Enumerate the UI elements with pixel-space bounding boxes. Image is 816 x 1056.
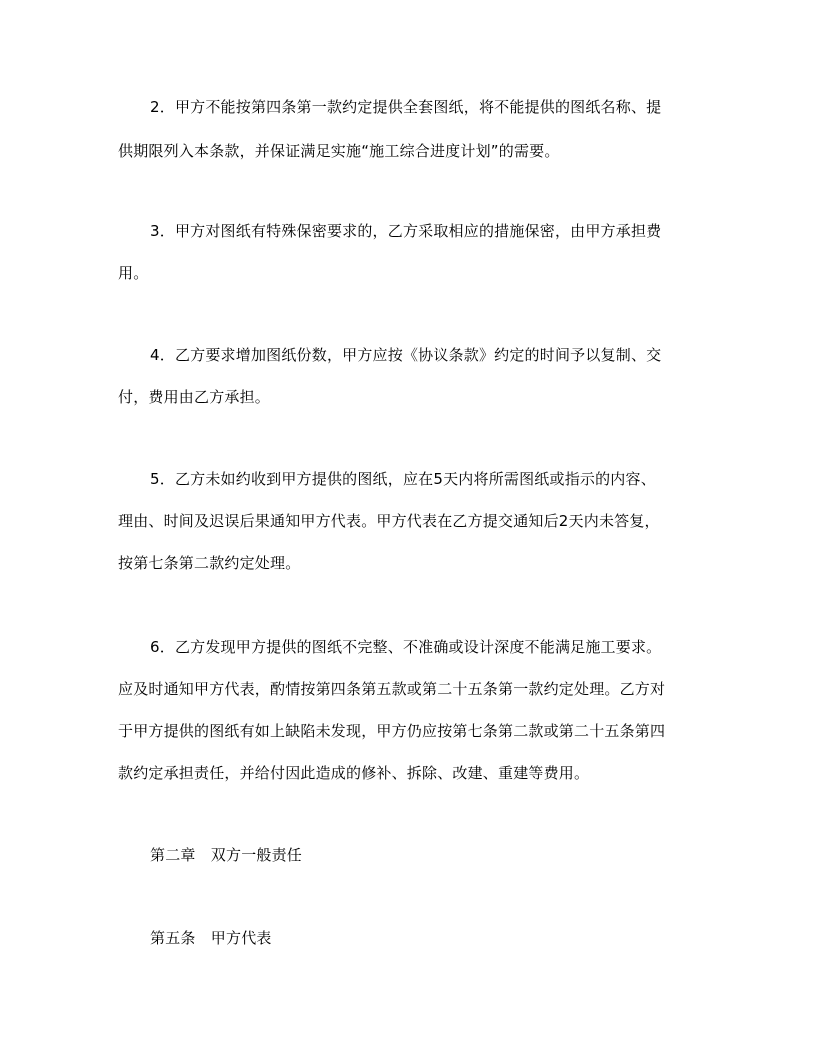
paragraph-6-line-2: 应及时通知甲方代表，酌情按第四条第五款或第二十五条第一款约定处理。乙方对 <box>118 680 666 698</box>
paragraph-2-line-1: 2．甲方不能按第四条第一款约定提供全套图纸，将不能提供的图纸名称、提 <box>150 98 662 116</box>
paragraph-2-line-2: 供期限列入本条款，并保证满足实施“施工综合进度计划”的需要。 <box>118 142 560 160</box>
paragraph-4-line-1: 4．乙方要求增加图纸份数，甲方应按《协议条款》约定的时间予以复制、交 <box>150 346 662 364</box>
paragraph-3-line-2: 用。 <box>118 264 149 282</box>
paragraph-6-line-1: 6．乙方发现甲方提供的图纸不完整、不准确或设计深度不能满足施工要求。 <box>150 638 662 656</box>
paragraph-6-line-4: 款约定承担责任，并给付因此造成的修补、拆除、改建、重建等费用。 <box>118 764 590 782</box>
paragraph-4-line-2: 付，费用由乙方承担。 <box>118 388 271 406</box>
article-heading: 第五条 甲方代表 <box>150 929 272 947</box>
paragraph-3-line-1: 3．甲方对图纸有特殊保密要求的，乙方采取相应的措施保密，由甲方承担费 <box>150 222 662 240</box>
paragraph-6-line-3: 于甲方提供的图纸有如上缺陷未发现，甲方仍应按第七条第二款或第二十五条第四 <box>118 722 666 740</box>
chapter-heading: 第二章 双方一般责任 <box>150 846 303 864</box>
paragraph-5-line-2: 理由、时间及迟误后果通知甲方代表。甲方代表在乙方提交通知后2天内未答复， <box>118 512 660 530</box>
paragraph-5-line-3: 按第七条第二款约定处理。 <box>118 554 301 572</box>
paragraph-5-line-1: 5．乙方未如约收到甲方提供的图纸，应在5天内将所需图纸或指示的内容、 <box>150 470 656 488</box>
